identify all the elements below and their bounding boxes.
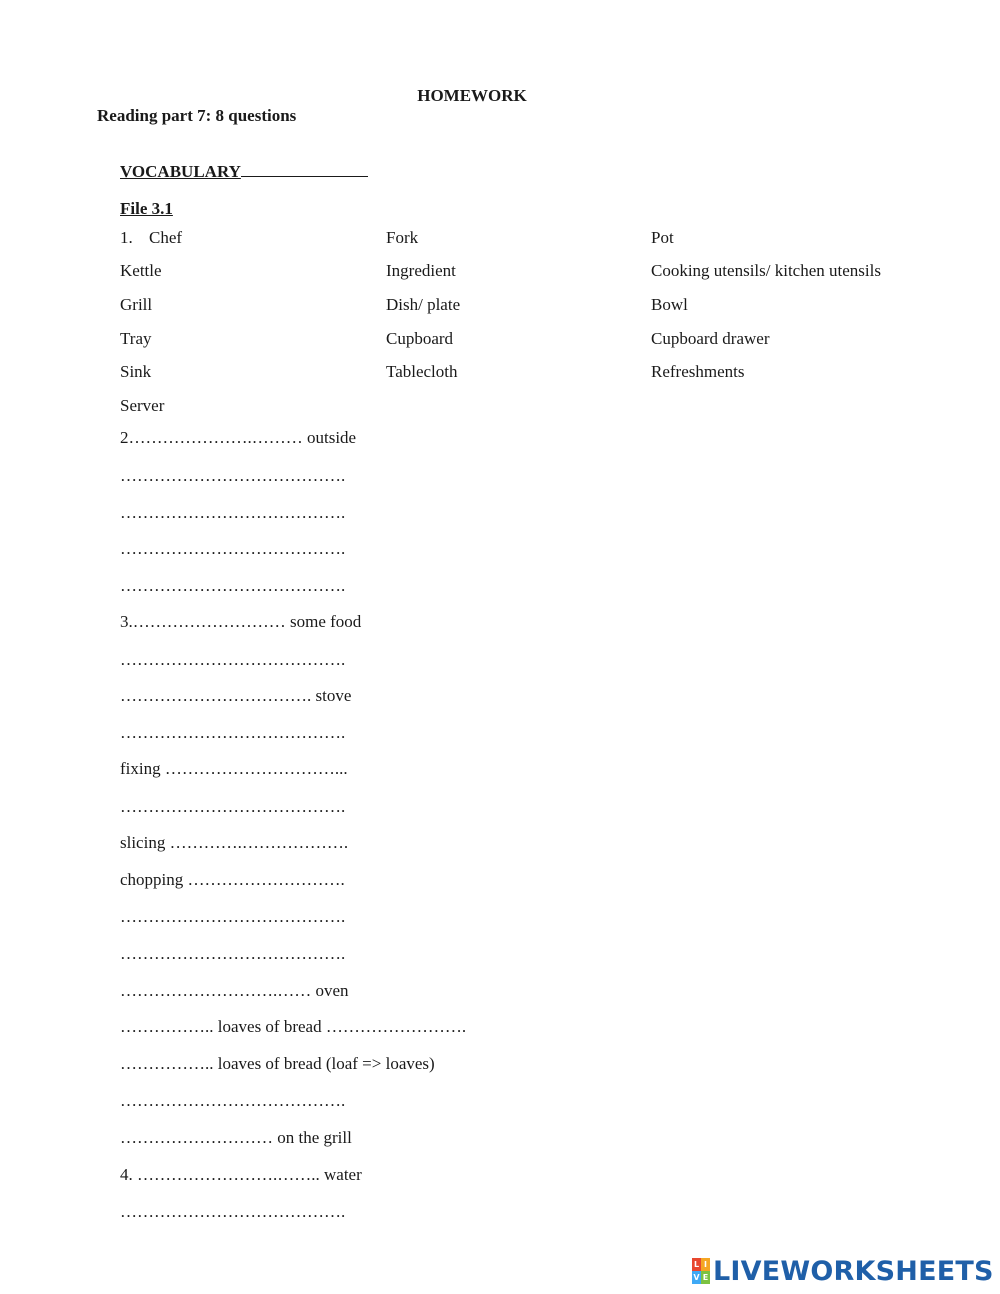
vocab-word: Dish/ plate bbox=[386, 295, 461, 314]
vocab-word: Grill bbox=[120, 295, 153, 314]
logo-mark-letter: I bbox=[701, 1258, 710, 1271]
vocab-word: Tray bbox=[120, 329, 152, 348]
vocab-word: Sink bbox=[120, 362, 152, 381]
vocab-word: Pot bbox=[651, 228, 674, 247]
exercise-line: ……………………… on the grill bbox=[120, 1128, 352, 1147]
vocab-word: Tablecloth bbox=[386, 362, 458, 381]
exercise-line: …………….. loaves of bread (loaf => loaves) bbox=[120, 1054, 435, 1073]
exercise-line: ……………………………. stove bbox=[120, 686, 352, 705]
vocab-word: Server bbox=[120, 396, 165, 415]
exercise-line: 4. …………………….…….. water bbox=[120, 1165, 362, 1184]
logo-mark-icon bbox=[692, 1258, 710, 1284]
vocab-word: Refreshments bbox=[651, 362, 745, 381]
logo-mark-letter: L bbox=[693, 1260, 700, 1269]
exercise-line: …………………………………. bbox=[120, 539, 346, 558]
vocab-word: Cupboard bbox=[386, 329, 454, 348]
exercise-line: …………………………………. bbox=[120, 907, 346, 926]
exercise-line: …………….. loaves of bread ……………………. bbox=[120, 1017, 467, 1036]
file-heading: File 3.1 bbox=[120, 199, 173, 218]
exercise-line: …………………………………. bbox=[120, 466, 346, 485]
logo-mark-letter: E bbox=[702, 1273, 709, 1282]
exercise-line: fixing …………………………... bbox=[120, 759, 348, 778]
vocab-word: Kettle bbox=[120, 261, 162, 280]
exercise-line: …………………………………. bbox=[120, 1202, 346, 1221]
exercise-line: ……………………….…… oven bbox=[120, 981, 349, 1000]
exercise-line: …………………………………. bbox=[120, 576, 346, 595]
exercise-line: …………………………………. bbox=[120, 650, 346, 669]
exercise-line: chopping ………………………. bbox=[120, 870, 345, 889]
logo-mark-letter: V bbox=[693, 1273, 700, 1282]
exercise-line: 3.……………………… some food bbox=[120, 612, 362, 631]
exercise-line: 2………………….……… outside bbox=[120, 428, 357, 447]
vocab-word: Bowl bbox=[651, 295, 688, 314]
vocab-word: Cooking utensils/ kitchen utensils bbox=[651, 261, 881, 280]
vocab-word: Cupboard drawer bbox=[651, 329, 770, 348]
logo-text: LIVEWORKSHEETS bbox=[713, 1255, 994, 1287]
vocabulary-heading-underline bbox=[241, 162, 368, 177]
exercise-line: slicing ………….………………. bbox=[120, 833, 349, 852]
vocab-word: Ingredient bbox=[386, 261, 456, 280]
exercise-line: …………………………………. bbox=[120, 944, 346, 963]
exercise-line: …………………………………. bbox=[120, 1091, 346, 1110]
liveworksheets-logo[interactable] bbox=[692, 1256, 994, 1286]
page-subtitle: Reading part 7: 8 questions bbox=[97, 106, 297, 125]
item-number: 1. bbox=[120, 228, 133, 247]
vocab-word: Fork bbox=[386, 228, 419, 247]
vocab-word: 1. Chef bbox=[120, 228, 183, 247]
page-title: HOMEWORK bbox=[417, 86, 527, 105]
exercise-line: …………………………………. bbox=[120, 797, 346, 816]
exercise-line: …………………………………. bbox=[120, 723, 346, 742]
vocabulary-heading: VOCABULARY bbox=[120, 162, 368, 182]
exercise-line: …………………………………. bbox=[120, 503, 346, 522]
